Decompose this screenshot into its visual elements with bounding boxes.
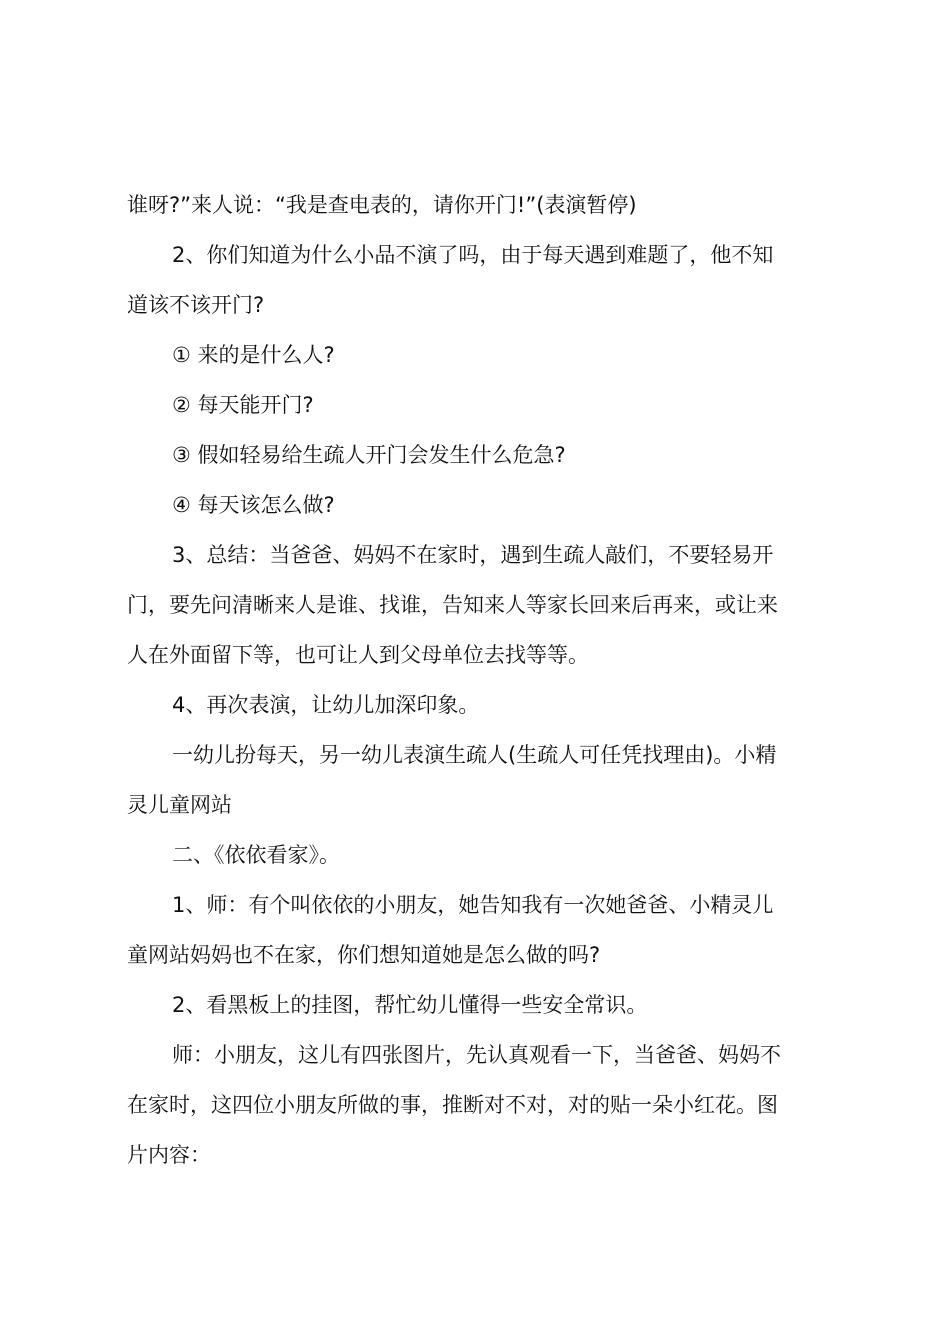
text-line: 谁呀?”来人说：“我是查电表的，请你开门!”(表演暂停)	[127, 193, 637, 217]
text-line: 门，要先问清晰来人是谁、找谁，告知来人等家长回来后再来，或让来	[127, 593, 778, 617]
text-line: 4、再次表演，让幼儿加深印象。	[172, 693, 480, 717]
text-line: 人在外面留下等，也可让人到父母单位去找等等。	[127, 643, 589, 667]
text-line: ② 每天能开门?	[172, 393, 314, 417]
text-line: 二、《依依看家》。	[172, 843, 340, 867]
text-line: 片内容：	[127, 1143, 211, 1167]
document-body	[127, 180, 835, 1180]
text-line: 灵儿童网站	[127, 793, 232, 817]
text-line: ① 来的是什么人?	[172, 343, 335, 367]
text-line: 在家时，这四位小朋友所做的事，推断对不对，对的贴一朵小红花。图	[127, 1093, 778, 1117]
text-line: ④ 每天该怎么做?	[172, 493, 335, 517]
text-line: ③ 假如轻易给生疏人开门会发生什么危急?	[172, 443, 566, 467]
text-line: 一幼儿扮每天，另一幼儿表演生疏人(生疏人可任凭找理由)。小精	[172, 743, 777, 767]
text-line: 3、总结：当爸爸、妈妈不在家时，遇到生疏人敲们，不要轻易开	[172, 543, 774, 567]
text-line: 2、你们知道为什么小品不演了吗，由于每天遇到难题了，他不知	[172, 243, 774, 267]
text-line: 道该不该开门?	[127, 293, 265, 317]
text-line: 师：小朋友，这儿有四张图片，先认真观看一下，当爸爸、妈妈不	[172, 1043, 781, 1067]
text-line: 1、师：有个叫依依的小朋友，她告知我有一次她爸爸、小精灵儿	[172, 893, 774, 917]
text-line: 2、看黑板上的挂图，帮忙幼儿懂得一些安全常识。	[172, 993, 648, 1017]
text-line: 童网站妈妈也不在家，你们想知道她是怎么做的吗?	[127, 943, 601, 967]
